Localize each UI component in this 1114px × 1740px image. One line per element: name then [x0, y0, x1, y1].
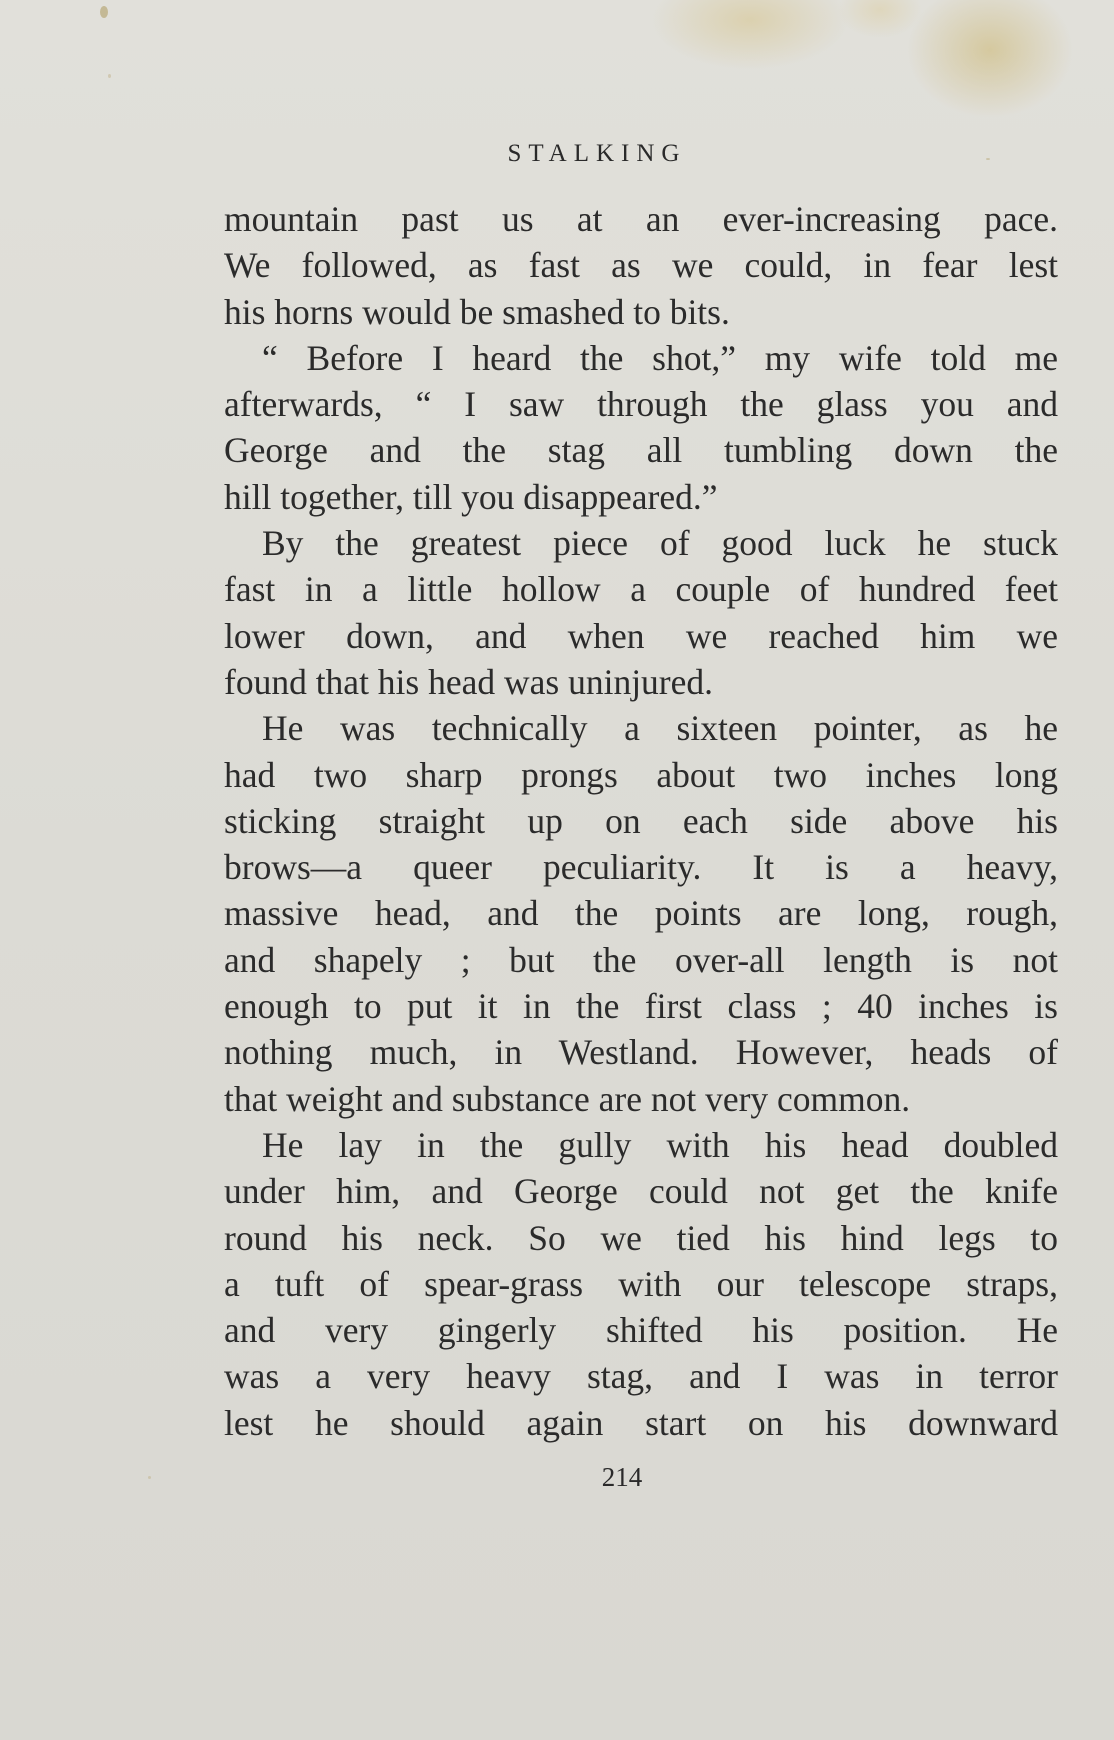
text-line: and very gingerly shifted his position. He [224, 1310, 1058, 1351]
text-line: By the greatest piece of good luck he stuck [262, 523, 1058, 564]
text-line: round his neck. So we tied his hind legs to [224, 1217, 1058, 1258]
text-line: massive head, and the points are long, rough, [224, 893, 1058, 934]
text-line: lower down, and when we reached him we [224, 615, 1058, 656]
text-line: sticking straight up on each side above his [224, 800, 1058, 841]
running-head: STALKING [507, 140, 687, 167]
text-line: mountain past us at an ever-increasing pace. [224, 199, 1058, 239]
text-line: his horns would be smashed to bits. [224, 291, 730, 332]
page-number: 214 [601, 1462, 643, 1492]
text-line: under him, and George could not get the knife [224, 1171, 1058, 1212]
text-line: enough to put it in the first class ; 40 inches is [224, 986, 1058, 1027]
text-line: a tuft of spear-grass with our telescope straps, [224, 1263, 1058, 1304]
paper-speck [108, 74, 111, 78]
text-line: afterwards, “ I saw through the glass you and [224, 384, 1058, 425]
text-line: nothing much, in Westland. However, heads of [224, 1032, 1058, 1073]
text-line: He lay in the gully with his head doubled [262, 1124, 1058, 1165]
text-line: George and the stag all tumbling down the [224, 430, 1058, 471]
text-line: found that his head was uninjured. [224, 661, 714, 702]
text-line: brows—a queer peculiarity. It is a heavy, [224, 847, 1058, 888]
text-line: He was technically a sixteen pointer, as he [262, 708, 1058, 749]
text-line: “ Before I heard the shot,” my wife told me [262, 337, 1058, 378]
text-line: was a very heavy stag, and I was in terror [224, 1356, 1058, 1397]
text-line: and shapely ; but the over-all length is not [224, 939, 1058, 980]
body-text [224, 196, 1058, 1446]
text-line: We followed, as fast as we could, in fear lest [224, 245, 1058, 286]
paper-speck [100, 6, 108, 18]
text-line: lest he should again start on his downward [224, 1402, 1058, 1443]
text-line: that weight and substance are not very common. [224, 1078, 911, 1119]
text-line: fast in a little hollow a couple of hundred feet [224, 569, 1058, 610]
text-line: hill together, till you disappeared.” [224, 476, 718, 517]
text-line: had two sharp prongs about two inches long [224, 754, 1058, 795]
